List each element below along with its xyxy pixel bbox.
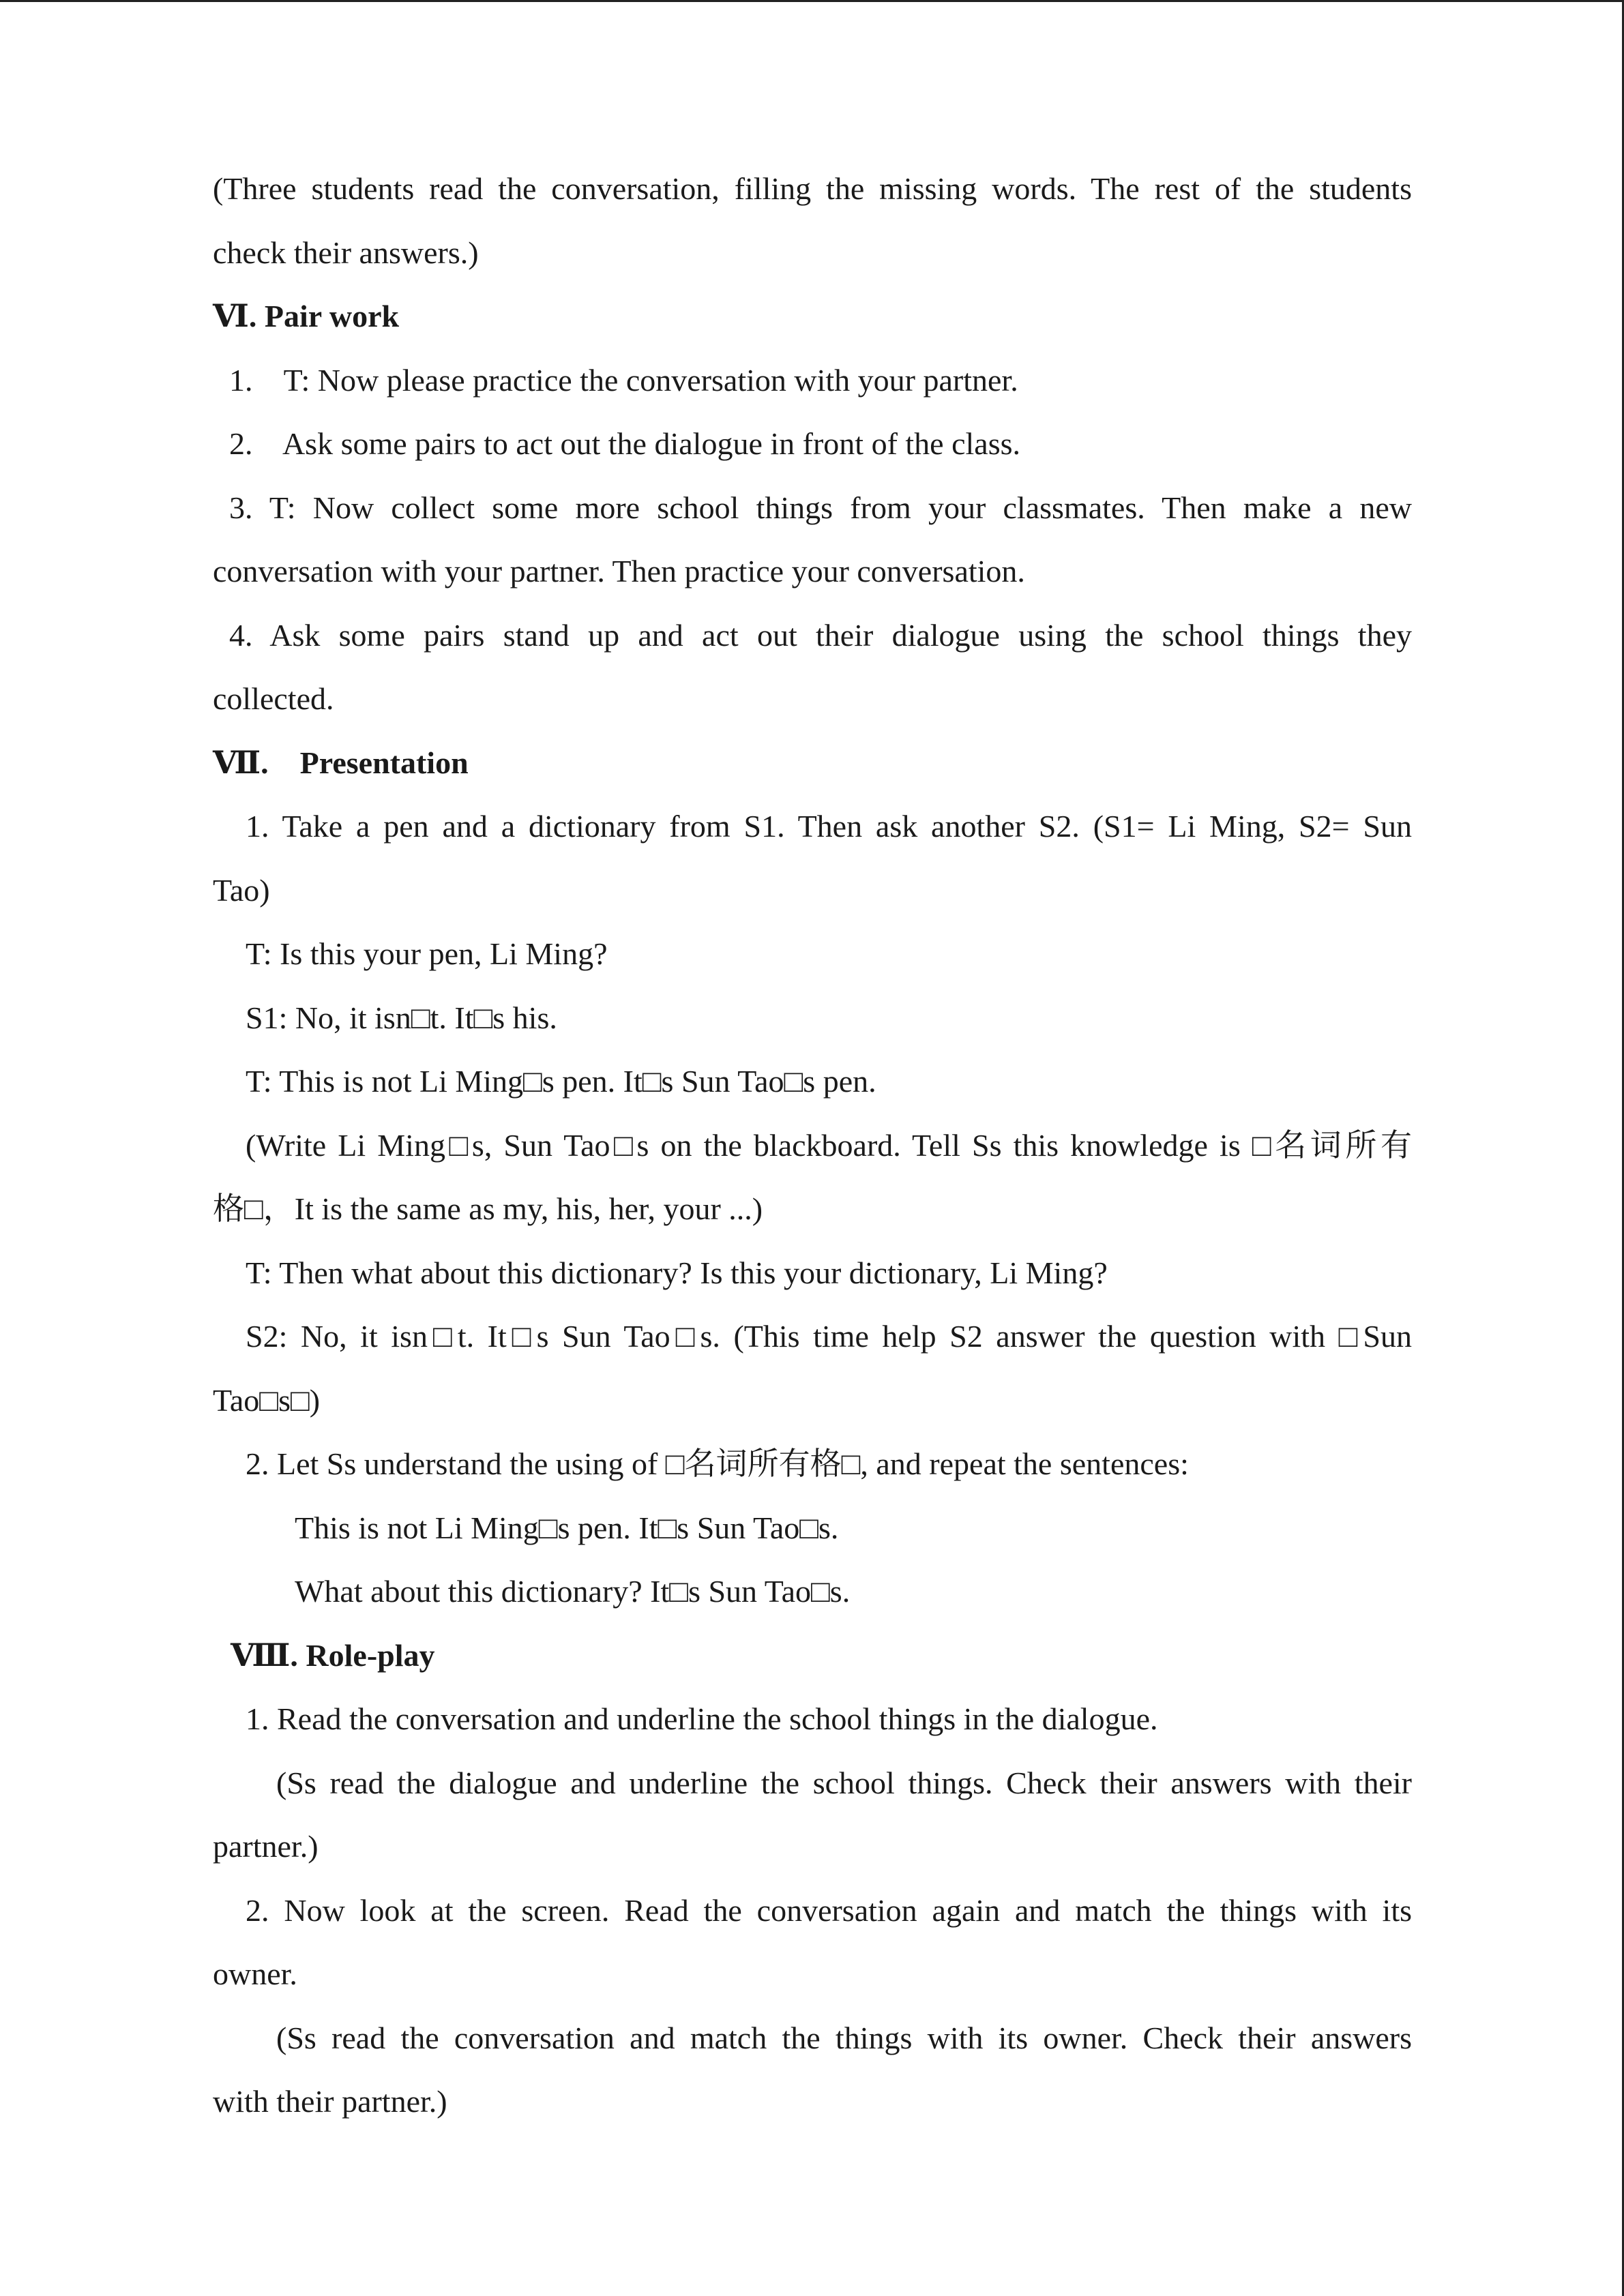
text-line: (Ss read the dialogue and underline the school things. Check their answers with their bbox=[276, 1765, 1412, 1800]
list-item: 2. Let Ss understand the using of □名词所有格□, and repeat the sentences: bbox=[246, 1446, 1189, 1481]
list-item: 1. Read the conversation and underline the school things in the dialogue. bbox=[246, 1701, 1158, 1736]
dialogue-line: T: Then what about this dictionary? Is this your dictionary, Li Ming? bbox=[246, 1255, 1108, 1290]
section-heading-pair-work: Ⅵ. Pair work bbox=[213, 299, 400, 333]
list-item: 3. T: Now collect some more school things from your classmates. Then make a new bbox=[229, 490, 1412, 525]
section-heading-role-play: Ⅷ. Role-play bbox=[231, 1637, 435, 1673]
text-line: (Three students read the conversation, filling the missing words. The rest of the students bbox=[213, 171, 1412, 206]
text-line: conversation with your partner. Then practice your conversation. bbox=[213, 554, 1025, 588]
text-line: (Ss read the conversation and match the things with its owner. Check their answers bbox=[276, 2020, 1412, 2055]
text-line: 格□，It is the same as my, his, her, your ...) bbox=[213, 1191, 763, 1226]
list-item: 1. Take a pen and a dictionary from S1. Then ask another S2. (S1= Li Ming, S2= Sun bbox=[246, 809, 1412, 844]
page-top-border bbox=[0, 0, 1624, 2]
text-line: owner. bbox=[213, 1956, 297, 1991]
list-item: 4. Ask some pairs stand up and act out their dialogue using the school things they bbox=[229, 617, 1412, 653]
document-body bbox=[213, 157, 1412, 2134]
text-line: with their partner.) bbox=[213, 2084, 447, 2119]
text-line: partner.) bbox=[213, 1829, 319, 1864]
dialogue-line: S1: No, it isn□t. It□s his. bbox=[246, 1000, 557, 1035]
dialogue-line: S2: No, it isn□t. It□s Sun Tao□s. (This time help S2 answer the question with □Sun bbox=[246, 1319, 1412, 1354]
section-heading-presentation: Ⅶ. Presentation bbox=[213, 745, 469, 780]
list-item: 2. Ask some pairs to act out the dialogue in front of the class. bbox=[229, 426, 1020, 461]
text-line: (Write Li Ming□s, Sun Tao□s on the blackboard. Tell Ss this knowledge is □名词所有 bbox=[246, 1127, 1412, 1163]
text-line: Tao□s□) bbox=[213, 1382, 321, 1418]
dialogue-line: T: This is not Li Ming□s pen. It□s Sun Tao□s pen. bbox=[246, 1064, 876, 1099]
text-line: collected. bbox=[213, 681, 334, 716]
dialogue-line: T: Is this your pen, Li Ming? bbox=[246, 936, 608, 971]
list-item: 2. Now look at the screen. Read the conversation again and match the things with its bbox=[246, 1892, 1412, 1928]
example-sentence: This is not Li Ming□s pen. It□s Sun Tao□s. bbox=[295, 1510, 839, 1545]
example-sentence: What about this dictionary? It□s Sun Tao□s. bbox=[295, 1574, 851, 1609]
list-item: 1. T: Now please practice the conversation with your partner. bbox=[229, 362, 1018, 398]
text-line: check their answers.) bbox=[213, 235, 479, 270]
text-line: Tao) bbox=[213, 872, 270, 908]
